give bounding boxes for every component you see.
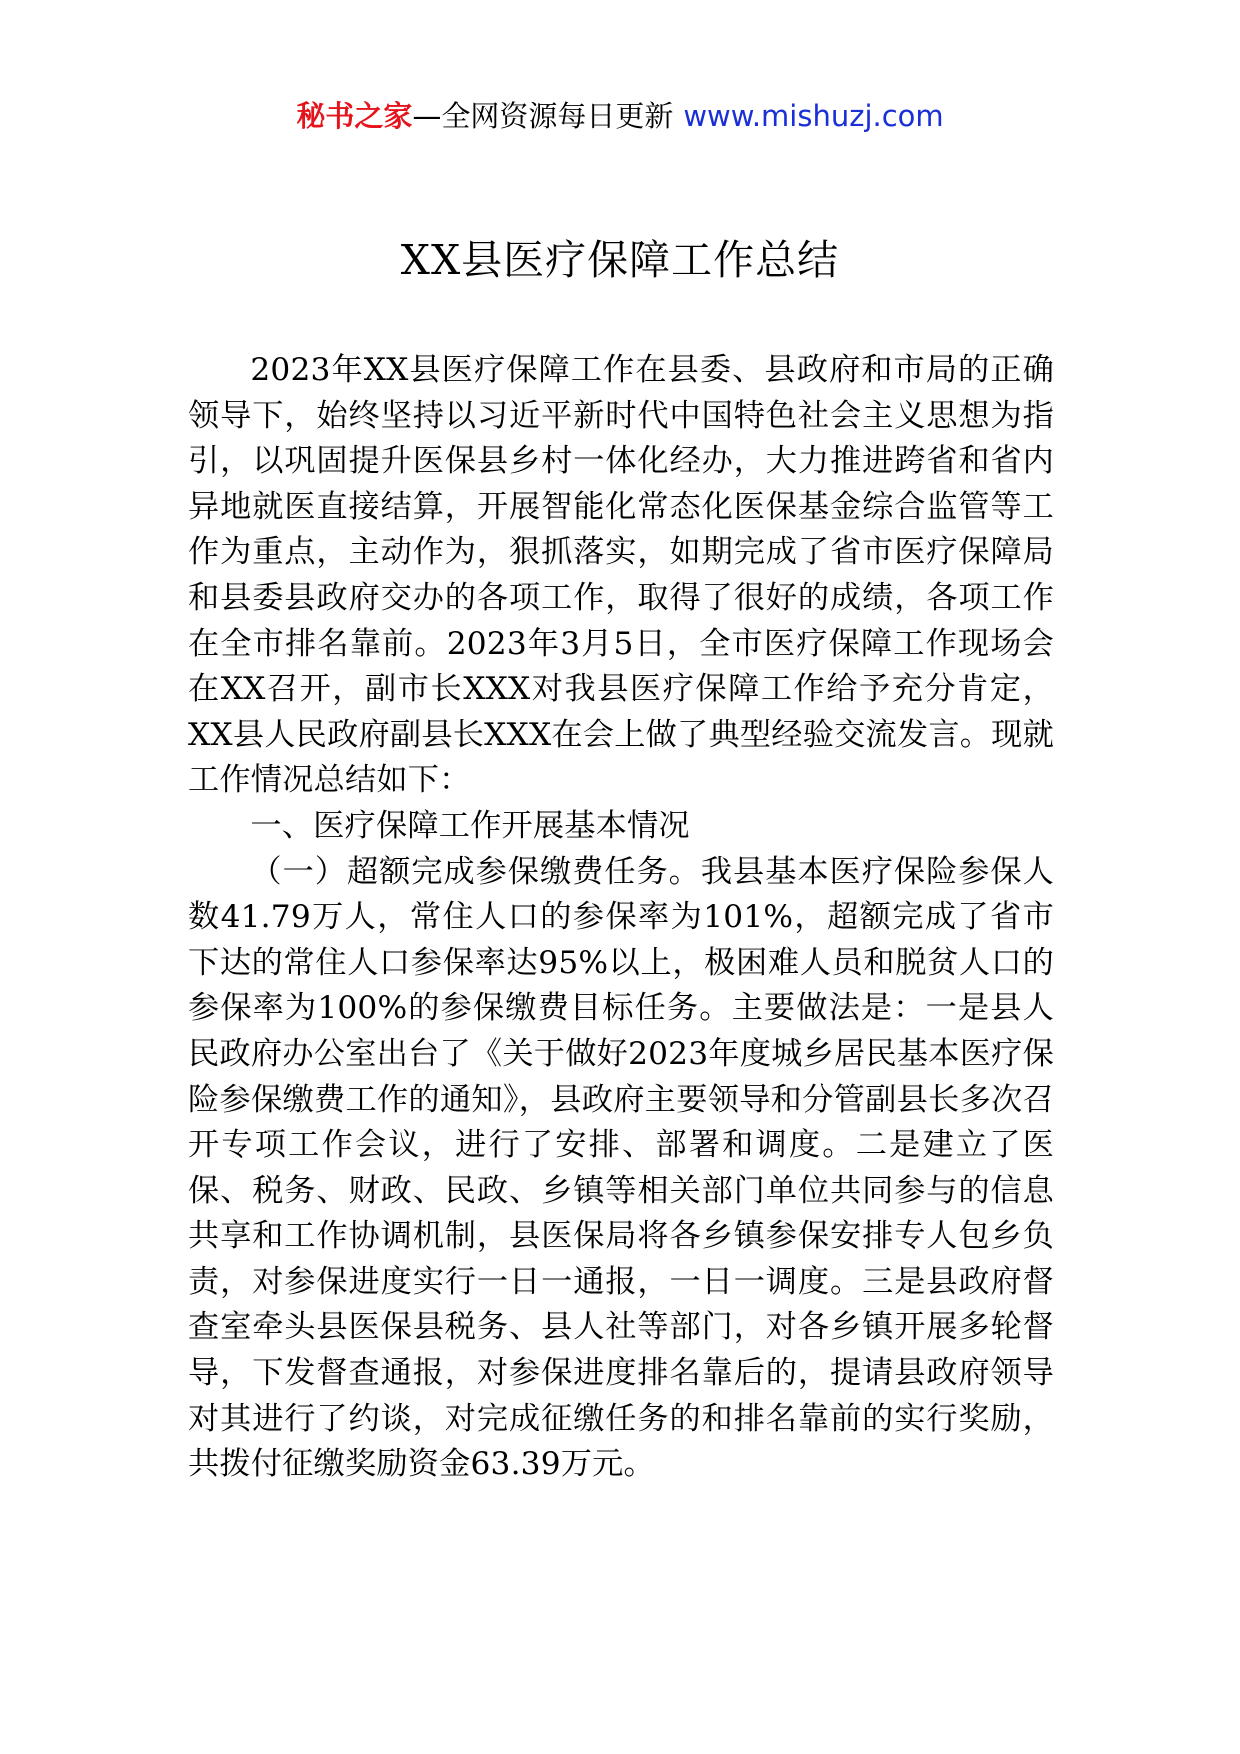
subsection-paragraph-1: （一）超额完成参保缴费任务。我县基本医疗保险参保人数41.79万人，常住人口的参保率为101%，超额完成了省市下达的常住人口参保率达95%以上，极困难人员和脱贫人口的参保率为100%的参保缴费目标任务。主要做法是：一是县人民政府办公室出台了《关于做好2023年度城乡居民基本医疗保险参保缴费工作的通知》，县政府主要领导和分管副县长多次召开专项工作会议，进行了安排、部署和调度。二是建立了医保、税务、财政、民政、乡镇等相关部门单位共同参与的信息共享和工作协调机制，县医保局将各乡镇参保安排专人包乡负责，对参保进度实行一日一通报，一日一调度。三是县政府督查室牵头县医保县税务、县人社等部门，对各乡镇开展多轮督导，下发督查通报，对参保进度排名靠后的，提请县政府领导对其进行了约谈，对完成征缴任务的和排名靠前的实行奖励，共拨付征缴奖励资金63.39万元。 — [188, 853, 1054, 1483]
document-body — [188, 348, 1054, 1488]
document-title: XX县医疗保障工作总结 — [400, 236, 840, 284]
intro-paragraph: 2023年XX县医疗保障工作在县委、县政府和市局的正确领导下，始终坚持以习近平新时代中国特色社会主义思想为指引，以巩固提升医保县乡村一体化经办，大力推进跨省和省内异地就医直接结算，开展智能化常态化医保基金综合监管等工作为重点，主动作为，狠抓落实，如期完成了省市医疗保障局和县委县政府交办的各项工作，取得了很好的成绩，各项工作在全市排名靠前。2023年3月5日，全市医疗保障工作现场会在XX召开，副市长XXX对我县医疗保障工作给予充分肯定，XX县人民政府副县长XXX在会上做了典型经验交流发言。现就工作情况总结如下： — [188, 352, 1054, 799]
site-header-banner — [0, 96, 1240, 136]
site-url-link[interactable]: www.mishuzj.com — [683, 99, 944, 133]
site-tagline: —全网资源每日更新 — [412, 99, 674, 133]
section-heading-1: 一、医疗保障工作开展基本情况 — [250, 807, 690, 844]
site-brand-name: 秘书之家 — [296, 99, 413, 133]
